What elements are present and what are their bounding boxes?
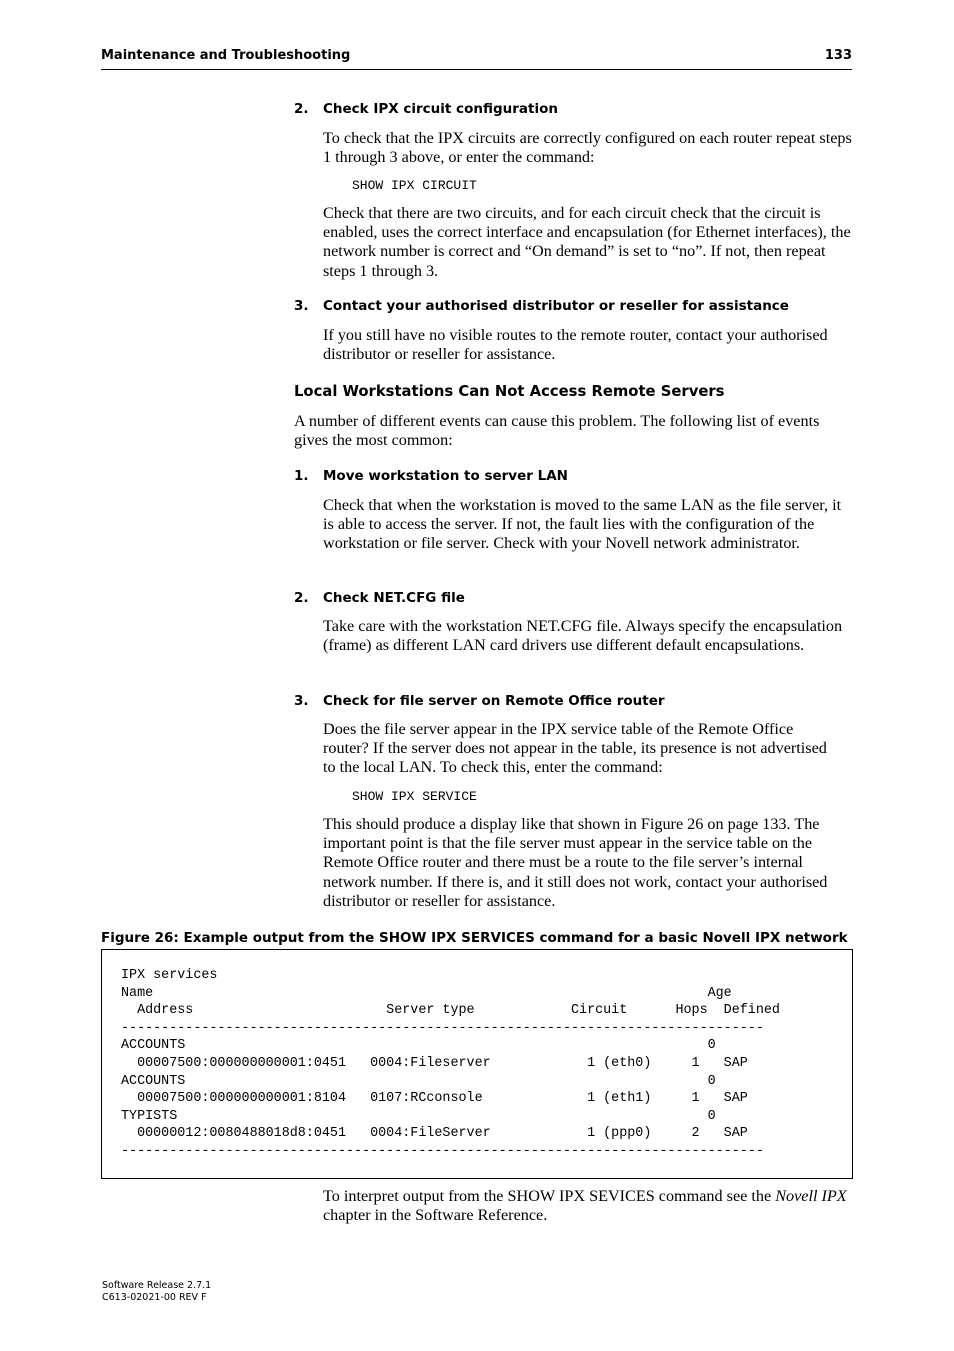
step-title: Check NET.CFG file <box>323 590 465 606</box>
closing-text-end: chapter in the Software Reference. <box>323 1206 548 1225</box>
step-title: Check for file server on Remote Office router <box>323 693 665 709</box>
figure-output-box <box>101 949 853 1179</box>
step-heading <box>294 590 465 606</box>
closing-paragraph <box>323 1187 855 1225</box>
step-heading <box>294 468 568 484</box>
step-number: 3. <box>294 693 309 709</box>
paragraph: If you still have no visible routes to the remote router, contact your authorised distributor or reseller for assistance. <box>323 326 828 364</box>
paragraph: Take care with the workstation NET.CFG file. Always specify the encapsulation (frame) as different LAN card drivers use different default encapsulations. <box>323 617 843 655</box>
step-title: Check IPX circuit configuration <box>323 101 558 117</box>
step-number: 3. <box>294 298 309 314</box>
page-header <box>101 48 852 70</box>
paragraph: This should produce a display like that shown in Figure 26 on page 133. The important point is that the file server must appear in the service table on the Remote Office router and there must be a route to the file server’s internal network number. If there is, and it still does not work, contact your authorised distributor or reseller for assistance. <box>323 815 828 910</box>
paragraph: A number of different events can cause this problem. The following list of events gives the most common: <box>294 412 820 450</box>
page-number: 133 <box>824 48 852 63</box>
paragraph: Check that there are two circuits, and for each circuit check that the circuit is enabled, uses the correct interface and encapsulation (for Ethernet interfaces), the network number is correct and “On demand” is set to “no”. If not, then repeat steps 1 through 3. <box>323 204 851 280</box>
footer-release: Software Release 2.7.1 <box>102 1280 212 1291</box>
footer-doc-id: C613-02021-00 REV F <box>102 1292 207 1303</box>
step-number: 1. <box>294 468 309 484</box>
step-heading <box>294 693 665 709</box>
command-output: IPX services Name Age Address Server type Circuit Hops Defined -------------------------------------------------------------------------------- ACCOUNTS 0 00007500:000000000001:0451 0004:Fileserver 1 (eth0) 1 SAP ACCOUNTS 0 00007500:000000000001:8104 0107:RCconsole 1 (eth1) 1 SAP TYPISTS 0 00000012:0080488018d8:0451 0004:FileServer 1 (ppp0) 2 SAP -------------------------------------------------------------------------------- <box>121 968 780 1159</box>
section-title: Local Workstations Can Not Access Remote Servers <box>294 383 725 400</box>
step-heading <box>294 298 789 314</box>
step-title: Move workstation to server LAN <box>323 468 568 484</box>
paragraph: To check that the IPX circuits are correctly configured on each router repeat steps 1 through 3 above, or enter the command: <box>323 129 852 167</box>
step-number: 2. <box>294 590 309 606</box>
paragraph: Does the file server appear in the IPX service table of the Remote Office router? If the server does not appear in the table, its presence is not advertised to the local LAN. To check this, enter the command: <box>323 720 827 777</box>
paragraph: Check that when the workstation is moved to the same LAN as the file server, it is able to access the server. If not, the fault lies with the configuration of the workstation or file server. Check with your Novell network administrator. <box>323 496 842 553</box>
step-number: 2. <box>294 101 309 117</box>
closing-italic: Novell IPX <box>775 1187 847 1205</box>
closing-text: To interpret output from the SHOW IPX SEVICES command see the <box>323 1187 776 1205</box>
step-heading <box>294 101 558 117</box>
step-title: Contact your authorised distributor or reseller for assistance <box>323 298 789 314</box>
command-text: SHOW IPX SERVICE <box>352 789 477 804</box>
command-text: SHOW IPX CIRCUIT <box>352 178 477 193</box>
header-title: Maintenance and Troubleshooting <box>101 48 351 63</box>
figure-caption: Figure 26: Example output from the SHOW IPX SERVICES command for a basic Novell IPX network <box>101 930 848 946</box>
